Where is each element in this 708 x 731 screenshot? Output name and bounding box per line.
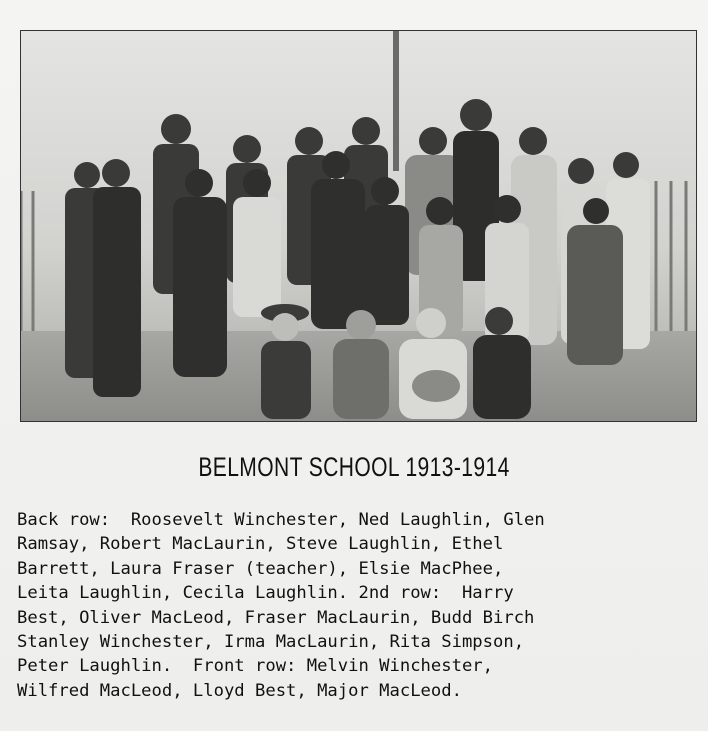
- caption-line: Ramsay, Robert MacLaurin, Steve Laughlin, Ethel: [17, 534, 504, 555]
- caption-line: Wilfred MacLeod, Lloyd Best, Major MacLeod.: [17, 680, 462, 701]
- caption-line: Peter Laughlin. Front row: Melvin Winchester,: [17, 656, 493, 677]
- caption-line: Back row: Roosevelt Winchester, Ned Laughlin, Glen: [17, 510, 545, 530]
- photo-title: BELMONT SCHOOL 1913-1914: [198, 452, 510, 482]
- caption-line: Stanley Winchester, Irma MacLaurin, Rita Simpson,: [17, 632, 525, 653]
- caption-line: Barrett, Laura Fraser (teacher), Elsie MacPhee,: [17, 558, 504, 579]
- caption-line: Best, Oliver MacLeod, Fraser MacLaurin, Budd Birch: [17, 607, 535, 628]
- class-photograph-drawing: [21, 31, 696, 421]
- caption-line: Leita Laughlin, Cecila Laughlin. 2nd row: Harry: [17, 583, 514, 604]
- class-photograph: [20, 30, 697, 422]
- photo-caption: [17, 508, 697, 703]
